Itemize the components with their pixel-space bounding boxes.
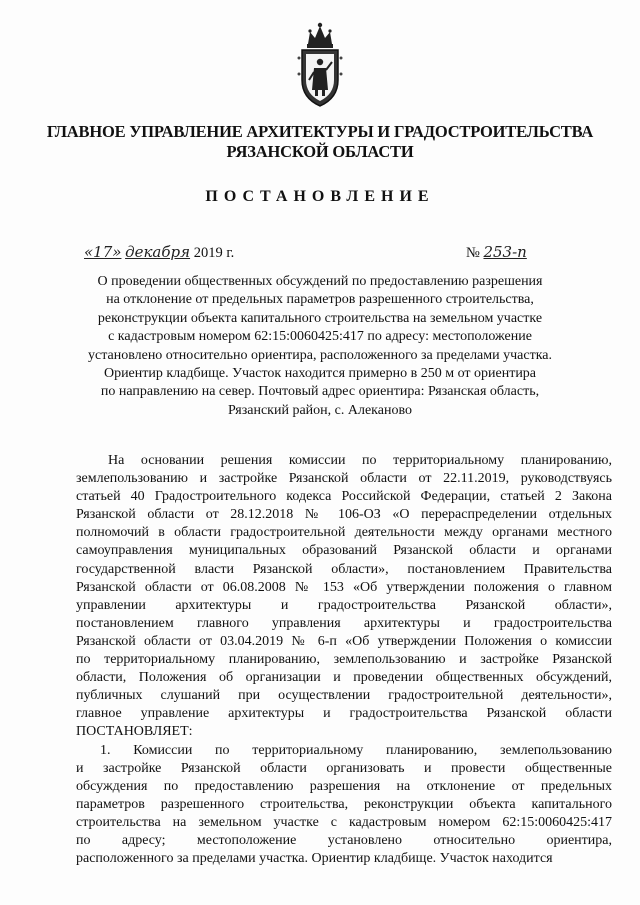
body-line: и застройке Рязанской области организовать и провести общественные <box>76 760 612 776</box>
body-line: по территориальному планированию, землепользованию и застройке Рязанской <box>76 652 612 668</box>
body-line: расположенного за пределами участка. Ориентир кладбище. Участок находится <box>76 851 553 867</box>
body-line: На основании решения комиссии по территориальному планированию, <box>108 453 612 468</box>
body-line: постановлением главного управления архитектуры и градостроительства <box>76 615 612 631</box>
date-year: 2019 г. <box>193 245 235 261</box>
organization-line-1: ГЛАВНОЕ УПРАВЛЕНИЕ АРХИТЕКТУРЫ И ГРАДОСТРОИТЕЛЬСТВА <box>46 122 594 141</box>
document-date <box>84 243 234 262</box>
document-body <box>76 452 612 868</box>
subject-line: на отклонение от предельных параметров разрешенного строительства, <box>106 292 534 308</box>
body-line: параметров разрешенного строительства, реконструкции объекта капитального <box>76 796 612 812</box>
number-handwritten: 253-п <box>483 243 527 261</box>
resolution-word: ПОСТАНОВЛЯЕТ: <box>76 724 193 740</box>
subject-line: Рязанский район, с. Алеканово <box>228 402 412 418</box>
body-line: 1. Комиссии по территориальному планированию, землепользованию <box>100 742 612 758</box>
organization-line-2: РЯЗАНСКОЙ ОБЛАСТИ <box>226 142 414 161</box>
coat-of-arms-icon <box>288 18 352 114</box>
date-day-handwritten: «17» <box>84 243 122 261</box>
body-line: управлении архитектуры и градостроительства Рязанской области», <box>76 597 612 613</box>
body-line: Рязанской области от 06.08.2008 № 153 «Об утверждении положения о главном <box>76 579 612 595</box>
subject-line: по направлению на север. Почтовый адрес ориентира: Рязанская область, <box>100 384 540 400</box>
organization-name <box>40 122 600 162</box>
body-line: строительства на земельном участке с кадастровым номером 62:15:0060425:417 <box>76 814 612 830</box>
body-line: землепользованию и застройке Рязанской области от 22.11.2019, руководствуясь <box>76 471 612 487</box>
body-line: полномочий в области градостроительной деятельности между органами местного <box>76 525 612 541</box>
document-type-title: ПОСТАНОВЛЕНИЕ <box>205 188 435 205</box>
subject-line: с кадастровым номером 62:15:0060425:417 по адресу: местоположение <box>108 329 532 345</box>
body-line: Рязанской области от 28.12.2018 № 106-ОЗ «О перераспределении отдельных <box>76 507 612 523</box>
body-line: Рязанской области от 03.04.2019 № 6-п «Об утверждении Положения о комиссии <box>76 633 612 649</box>
body-line: главное управление архитектуры и градостроительства Рязанской области <box>76 706 612 722</box>
body-line: самоуправления муниципальных образований Рязанской области и органами <box>76 543 612 559</box>
document-number <box>466 243 573 262</box>
date-month-handwritten: декабря <box>125 243 191 261</box>
document-subject <box>70 273 570 420</box>
subject-line: О проведении общественных обсуждений по предоставлению разрешения <box>97 274 543 289</box>
subject-line: Ориентир кладбище. Участок находится примерно в 250 м от ориентира <box>103 366 537 382</box>
number-label: № <box>466 245 480 261</box>
body-line: области, Положения об организации и проведении общественных обсуждений, <box>76 670 612 686</box>
subject-line: установлено относительно ориентира, расположенного за пределами участка. <box>87 347 553 363</box>
subject-line: реконструкции объекта капитального строительства на земельном участке <box>97 310 543 326</box>
body-line: статьей 40 Градостроительного кодекса Российской Федерации, статьей 2 Закона <box>76 489 612 505</box>
body-line: публичных слушаний при осуществлении градостроительной деятельности», <box>76 688 612 704</box>
body-line: по адресу; местоположение установлено относительно ориентира, <box>76 832 612 848</box>
body-line: обсуждения по предоставлению разрешения на отклонение от предельных <box>76 778 612 794</box>
body-line: государственной власти Рязанской области», постановлением Правительства <box>76 561 612 577</box>
